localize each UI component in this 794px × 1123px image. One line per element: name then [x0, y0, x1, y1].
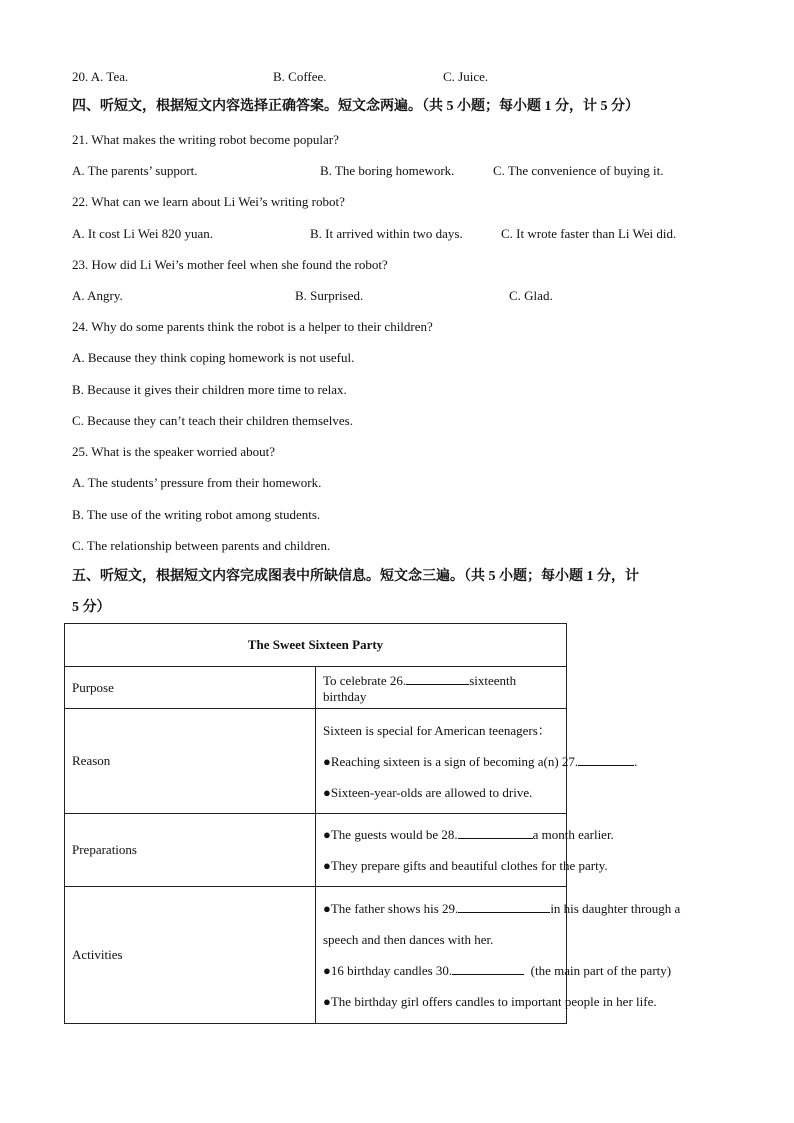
q20-option-b: B. Coffee. — [273, 69, 327, 84]
q21-option-b: B. The boring homework. — [320, 163, 455, 178]
section4-heading: 四、听短文，根据短文内容选择正确答案。短文念两遍。（共 5 小题；每小题 1 分，计 5 分） — [72, 99, 639, 114]
activities-label: Activities — [65, 887, 316, 1024]
prep-item-1-end: a month earlier. — [532, 827, 614, 842]
q25-option-c: C. The relationship between parents and children. — [72, 538, 331, 553]
reason-intro: Sixteen is special for American teenagers： — [323, 722, 551, 738]
purpose-text-before: To celebrate 26. — [323, 672, 407, 688]
sweet-sixteen-table — [64, 623, 681, 1024]
purpose-text-after: sixteenth birthday — [323, 672, 517, 704]
q23-option-c: C. Glad. — [509, 288, 553, 303]
blank-27[interactable] — [578, 752, 634, 766]
q21-option-c: C. The convenience of buying it. — [493, 163, 664, 178]
section5-heading-line1: 五、听短文，根据短文内容完成图表中所缺信息。短文念三遍。（共 5 小题；每小题 1 分，计 — [72, 569, 639, 584]
preparations-cell — [316, 814, 614, 887]
q21-option-a: A. The parents’ support. — [72, 163, 198, 178]
act-item-2-end: (the main part of the party) — [530, 963, 672, 978]
bullet-icon: ● — [323, 994, 331, 1009]
act-item-2 — [323, 955, 672, 986]
q22-option-c: C. It wrote faster than Li Wei did. — [501, 226, 677, 241]
q24-option-c: C. Because they can’t teach their children themselves. — [72, 413, 353, 428]
q23-option-b: B. Surprised. — [295, 288, 364, 303]
q25-option-a: A. The students’ pressure from their homework. — [72, 475, 322, 490]
table-title: The Sweet Sixteen Party — [65, 624, 567, 667]
act-item-1-text: The father shows his 29. — [330, 901, 459, 916]
q20-option-c: C. Juice. — [443, 69, 489, 84]
prep-item-2 — [323, 850, 608, 881]
reason-label: Reason — [65, 709, 316, 814]
q22-option-b: B. It arrived within two days. — [310, 226, 463, 241]
act-item-1-cont: speech and then dances with her. — [323, 932, 494, 947]
bullet-icon: ● — [323, 858, 331, 873]
preparations-label: Preparations — [65, 814, 316, 887]
bullet-icon: ● — [323, 784, 331, 800]
act-item-3-text: The birthday girl offers candles to important people in her life. — [330, 994, 657, 1009]
prep-item-1 — [323, 819, 614, 850]
bullet-icon: ● — [323, 901, 331, 916]
purpose-cell — [316, 667, 567, 709]
act-item-1-end: in his daughter through a — [550, 901, 681, 916]
reason-item-1-text: Reaching sixteen is a sign of becoming a(n) 27. — [330, 753, 579, 769]
act-item-3 — [323, 986, 657, 1017]
q22-stem: 22. What can we learn about Li Wei’s writing robot? — [72, 194, 345, 209]
q24-option-b: B. Because it gives their children more time to relax. — [72, 382, 347, 397]
q23-stem: 23. How did Li Wei’s mother feel when she found the robot? — [72, 257, 388, 272]
blank-29[interactable] — [458, 899, 550, 913]
q21-stem: 21. What makes the writing robot become popular? — [72, 132, 339, 147]
bullet-icon: ● — [323, 827, 331, 842]
prep-item-1-text: The guests would be 28. — [330, 827, 458, 842]
bullet-icon: ● — [323, 753, 331, 769]
q22-option-a: A. It cost Li Wei 820 yuan. — [72, 226, 213, 241]
reason-cell — [316, 709, 638, 814]
q24-stem: 24. Why do some parents think the robot is a helper to their children? — [72, 319, 433, 334]
q24-option-a: A. Because they think coping homework is not useful. — [72, 350, 355, 365]
reason-item-2 — [323, 777, 559, 808]
q25-option-b: B. The use of the writing robot among students. — [72, 507, 321, 522]
blank-28[interactable] — [458, 825, 533, 839]
reason-item-1-end: . — [634, 753, 638, 769]
blank-26[interactable] — [406, 671, 469, 685]
q25-stem: 25. What is the speaker worried about? — [72, 444, 275, 459]
blank-30[interactable] — [452, 961, 524, 975]
act-item-1 — [323, 893, 681, 924]
act-item-2-text: 16 birthday candles 30. — [330, 963, 453, 978]
reason-item-2-text: Sixteen-year-olds are allowed to drive. — [330, 784, 533, 800]
purpose-label: Purpose — [65, 667, 316, 709]
section5-heading-line2: 5 分） — [72, 600, 111, 615]
activities-cell — [316, 887, 681, 1024]
q20-option-a: 20. A. Tea. — [72, 69, 129, 84]
q23-option-a: A. Angry. — [72, 288, 123, 303]
prep-item-2-text: They prepare gifts and beautiful clothes for the party. — [330, 858, 608, 873]
bullet-icon: ● — [323, 963, 331, 978]
reason-item-1 — [323, 746, 638, 777]
